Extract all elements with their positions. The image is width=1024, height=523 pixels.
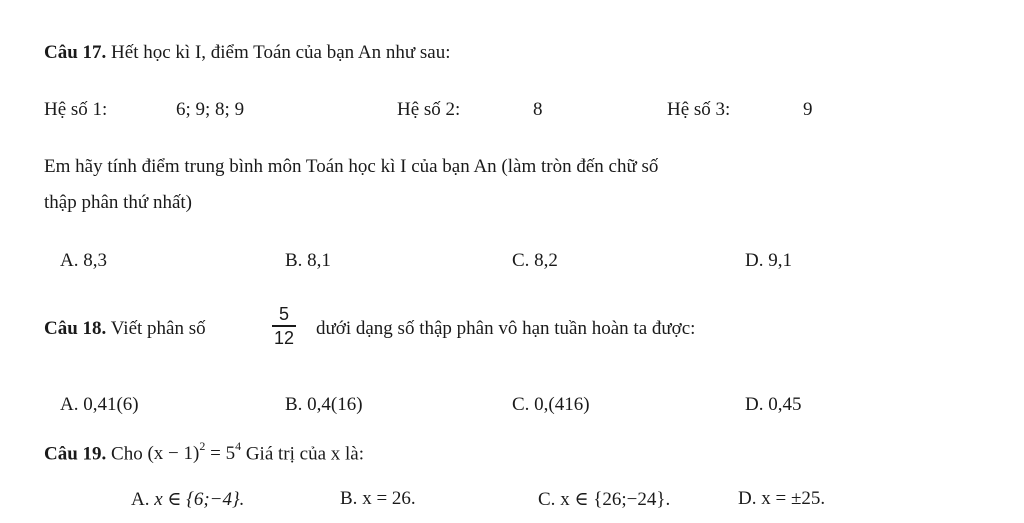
q18-text-after: dưới dạng số thập phân vô hạn tuần hoàn ta được: (316, 318, 696, 339)
fraction-numerator: 5 (279, 304, 290, 324)
q17-hs1-value: 6; 9; 8; 9 (176, 99, 245, 120)
q17-option-c[interactable]: C. 8,2 (512, 250, 558, 271)
q19-expr-rhs: = 5 (210, 443, 236, 465)
q19-option-d-math: x = ±25. (761, 488, 826, 509)
q18-option-b[interactable]: B. 0,4(16) (285, 394, 363, 415)
q19-heading (44, 441, 364, 465)
q18-label: Câu 18. (44, 318, 107, 339)
q19-expr-rhs-exponent: 4 (235, 439, 242, 453)
q19-option-a-math: x ∈ {6;−4}. (154, 489, 245, 510)
q18-fraction (272, 304, 296, 348)
q18-option-a[interactable]: A. 0,41(6) (60, 394, 139, 415)
q19-text-after: Giá trị của x là: (245, 443, 365, 465)
q19-expr-exponent: 2 (199, 439, 206, 453)
q17-hs2-value: 8 (533, 99, 543, 120)
q17-option-d[interactable]: D. 9,1 (745, 250, 792, 271)
q19-option-a[interactable] (131, 488, 244, 511)
q19-option-b-prefix: B. (340, 488, 358, 509)
q19-option-d-prefix: D. (738, 488, 757, 509)
q17-label: Câu 17. (44, 42, 107, 63)
q18-option-c[interactable]: C. 0,(416) (512, 394, 590, 415)
q17-hs1-label: Hệ số 1: (44, 99, 108, 120)
q19-option-b-math: x = 26. (362, 488, 416, 509)
q19-option-c-math: x ∈ {26;−24}. (560, 489, 671, 510)
q17-option-a[interactable]: A. 8,3 (60, 250, 107, 271)
q17-heading (44, 42, 451, 64)
q19-option-c-prefix: C. (538, 489, 556, 510)
q19-option-c[interactable] (538, 488, 670, 511)
fraction-bar (272, 325, 296, 327)
q18-heading-left (44, 318, 206, 340)
q18-text-before: Viết phân số (110, 318, 206, 339)
q17-hs3-label: Hệ số 3: (667, 99, 731, 120)
q19-option-d[interactable] (738, 488, 825, 510)
q18-option-d[interactable]: D. 0,45 (745, 394, 802, 415)
q17-hs3-value: 9 (803, 99, 813, 120)
q19-option-a-prefix: A. (131, 489, 150, 510)
q19-expr-base: (x − 1) (147, 443, 200, 465)
q17-option-b[interactable]: B. 8,1 (285, 250, 331, 271)
q17-text: Hết học kì I, điểm Toán của bạn An như sau: (111, 42, 451, 63)
q19-equation (147, 439, 242, 465)
q17-prompt-line1: Em hãy tính điểm trung bình môn Toán học kì I của bạn An (làm tròn đến chữ số (44, 156, 659, 177)
q19-label: Câu 19. (44, 443, 107, 465)
q17-prompt-line2: thập phân thứ nhất) (44, 192, 193, 213)
q19-option-b[interactable] (340, 488, 416, 510)
q17-hs2-label: Hệ số 2: (397, 99, 461, 120)
q19-text-before: Cho (111, 443, 143, 465)
fraction-denominator: 12 (274, 327, 295, 348)
